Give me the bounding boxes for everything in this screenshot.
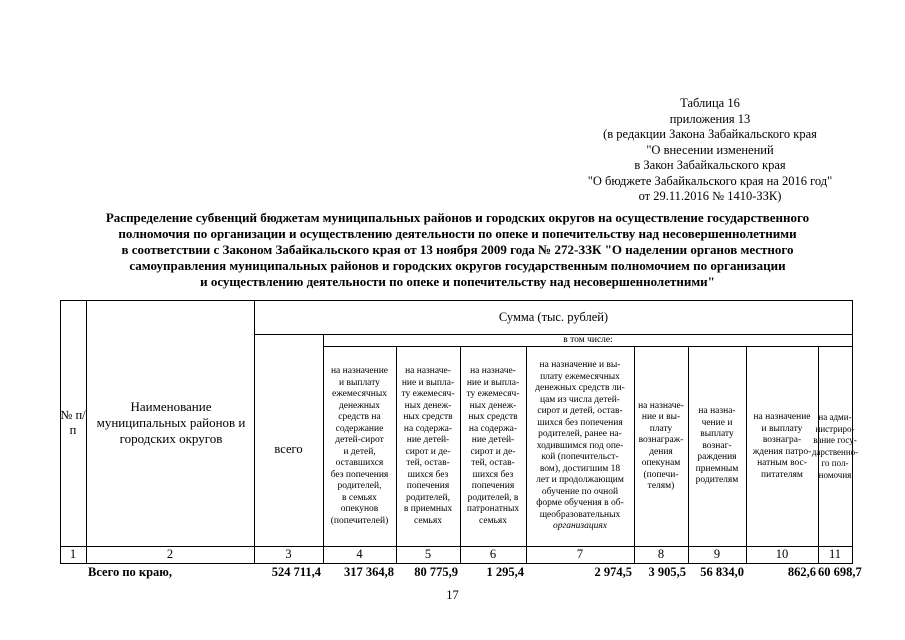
header-line: "О внесении изменений	[646, 142, 774, 157]
page-number: 17	[446, 588, 459, 602]
subheader-col-10: на назначение и выплату вознагра- ждения патро- натным вос- питателям	[752, 412, 812, 480]
column-index: 6	[489, 547, 497, 561]
total-value: 1 295,4	[486, 564, 524, 579]
title-line: и осуществлению деятельности по опеке и попечительству над несовершеннолетними"	[200, 274, 715, 289]
subheader-col-5: на назначе- ние и выпла- ту ежемесяч- ных денеж- ных средств на содержа- ние детей- сирот и де- тей, остав- шихся без попечения родителей, в приемных семьях	[401, 366, 455, 526]
subheader-col-4: на назначение и выплату ежемесячных денежных средств на содержание детей-сирот и детей, оставшихся без попечения родителей, в семьях опекунов (попечителей)	[330, 366, 389, 526]
column-index: 10	[775, 547, 789, 561]
column-index: 8	[657, 547, 665, 561]
header-line: в Закон Забайкальского края	[634, 158, 786, 172]
header-line: приложения 13	[669, 111, 751, 126]
total-value: 317 364,8	[344, 564, 394, 579]
column-header-total: всего	[274, 441, 303, 456]
header-line: (в редакции Закона Забайкальского края	[603, 127, 817, 141]
table-reference-header	[560, 96, 860, 205]
sum-header: Сумма (тыс. рублей)	[498, 309, 609, 324]
subheader-col-7: на назначение и вы- плату ежемесячных денежных средств ли- цам из числа детей- сирот и детей, остав- шихся без попечения родителей, ранее на- ходившимся под опе- кой (попечительст- вом), достигшим 18 лет и продолжающим обучение по очной форме обучения в об- щеобразовательных организациях	[535, 360, 625, 532]
subheader-col-11: на адми- нистриро- вание госу- дарственно- го пол- номочия	[811, 412, 859, 480]
column-header-name: Наименование муниципальных районов и городских округов	[96, 399, 246, 446]
title-line: в соответствии с Законом Забайкальского края от 13 ноября 2009 года № 272-ЗЗК "О наделении органов местного	[121, 242, 794, 257]
total-value: 80 775,9	[414, 564, 458, 579]
title-line: Распределение субвенций бюджетам муниципальных районов и городских округов на осуществление государственного	[105, 210, 810, 225]
column-header-number: № п/п	[60, 408, 86, 437]
column-index: 4	[356, 547, 363, 561]
title-line: полномочия по организации и осуществлению деятельности по опеке и попечительству над несовершеннолетними	[118, 226, 797, 241]
title-line: самоуправления муниципальных районов и городских округов государственным полномочием по организации	[129, 258, 786, 273]
document-title	[70, 210, 845, 290]
total-value: 3 905,5	[648, 564, 686, 579]
column-index: 11	[828, 547, 842, 561]
column-index: 3	[285, 547, 292, 561]
subheader-col-6: на назначе- ние и выпла- ту ежемесяч- ных денеж- ных средств на содержа- ние детей- сирот и де- тей, остав- шихся без попечения родителей, в патронатных семьях	[466, 366, 520, 526]
column-index: 2	[166, 547, 174, 561]
column-index: 9	[713, 547, 721, 561]
total-value: 60 698,7	[818, 564, 862, 579]
column-index: 1	[69, 547, 77, 561]
column-index: 5	[424, 547, 432, 561]
total-value: 862,6	[787, 564, 816, 579]
header-line: "О бюджете Забайкальского края на 2016 год"	[587, 173, 833, 188]
header-line: от 29.11.2016 № 1410-ЗЗК)	[638, 189, 782, 203]
in-that-header: в том числе:	[563, 335, 613, 345]
column-index: 7	[576, 547, 584, 561]
header-line: Таблица 16	[680, 96, 740, 110]
subheader-col-9: на назна- чение и выплату вознаг- раждения приемным родителям	[695, 406, 739, 486]
total-value: 524 711,4	[271, 564, 321, 579]
total-value: 2 974,5	[594, 564, 632, 579]
total-value: 56 834,0	[700, 564, 744, 579]
subheader-col-8: на назначе- ние и вы- плату вознаграж- дения опекунам (попечи- телям)	[638, 400, 684, 491]
total-row-label: Всего по краю,	[88, 564, 172, 579]
